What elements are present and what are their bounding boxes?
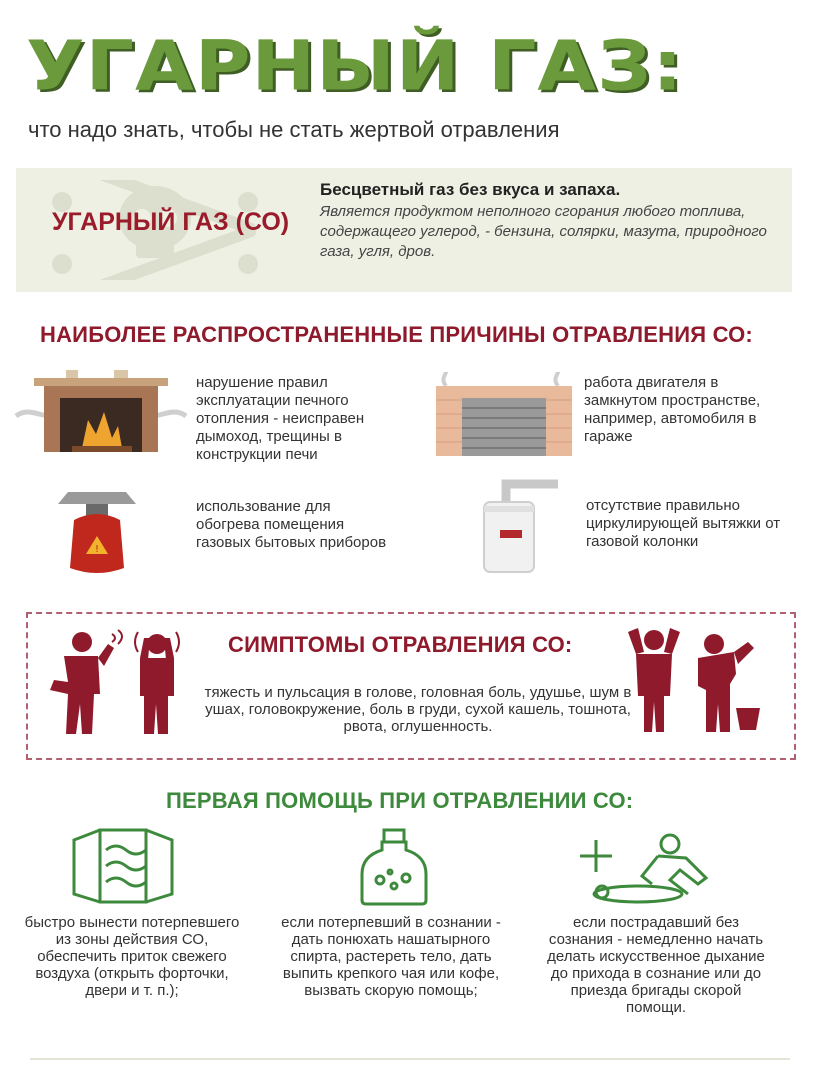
first-aid-text: если пострадавший без сознания - немедленно начать делать искусственное дыхание до прихода в сознание или до приезда бригады скорой помощи. — [547, 914, 765, 1016]
person-dizzy-icon — [618, 624, 768, 734]
fireplace-icon — [12, 368, 190, 458]
gas-canister-icon — [52, 488, 142, 576]
co-info-box — [16, 168, 792, 292]
co-description: Является продуктом неполного сгорания любого топлива, содержащего углерод, - бензина, солярки, мазута, природного газа, угля, дров. — [320, 203, 767, 260]
cause-text: работа двигателя в замкнутом пространстве, например, автомобиля в гараже — [584, 374, 761, 445]
water-heater-icon — [476, 476, 568, 576]
cause-text: отсутствие правильно циркулирующей вытяжки от газовой колонки — [586, 497, 781, 550]
cause-text: нарушение правил эксплуатации печного отопления - неисправен дымоход, трещины в конструкции печи — [196, 374, 365, 463]
person-coughing-icon — [42, 624, 192, 744]
first-aid-text: если потерпевший в сознании - дать понюхать нашатырного спирта, растереть тело, дать выпить крепкого чая или кофе, вызвать скорую помощь; — [281, 914, 501, 999]
first-aid-title: ПЕРВАЯ ПОМОЩЬ ПРИ ОТРАВЛЕНИИ СО: — [166, 788, 634, 813]
bottom-divider — [30, 1058, 790, 1060]
cause-text: использование для обогрева помещения газовых бытовых приборов — [196, 498, 387, 551]
symptoms-text: тяжесть и пульсация в голове, головная боль, удушье, шум в ушах, головокружение, боль в груди, сухой кашель, тошнота, рвота, оглушенность. — [204, 684, 632, 735]
first-aid-text: быстро вынести потерпевшего из зоны действия СО, обеспечить приток свежего воздуха (открыть форточки, двери и т. п.); — [24, 914, 240, 999]
symptoms-box — [26, 612, 796, 760]
cpr-icon — [578, 830, 724, 906]
co-label: УГАРНЫЙ ГАЗ (СО) — [52, 208, 290, 236]
co-heading: Бесцветный газ без вкуса и запаха. — [320, 180, 621, 199]
symptoms-title: СИМПТОМЫ ОТРАВЛЕНИЯ СО: — [228, 632, 573, 657]
ammonia-bottle-icon — [356, 826, 432, 908]
page-subtitle: что надо знать, чтобы не стать жертвой отравления — [28, 117, 560, 142]
page-title: УГАРНЫЙ ГАЗ: — [26, 25, 684, 106]
svg-text:!: ! — [94, 544, 100, 555]
causes-title: НАИБОЛЕЕ РАСПРОСТРАНЕННЫЕ ПРИЧИНЫ ОТРАВЛЕНИЯ СО: — [40, 322, 753, 347]
open-window-icon — [70, 826, 176, 906]
garage-icon — [432, 372, 576, 458]
